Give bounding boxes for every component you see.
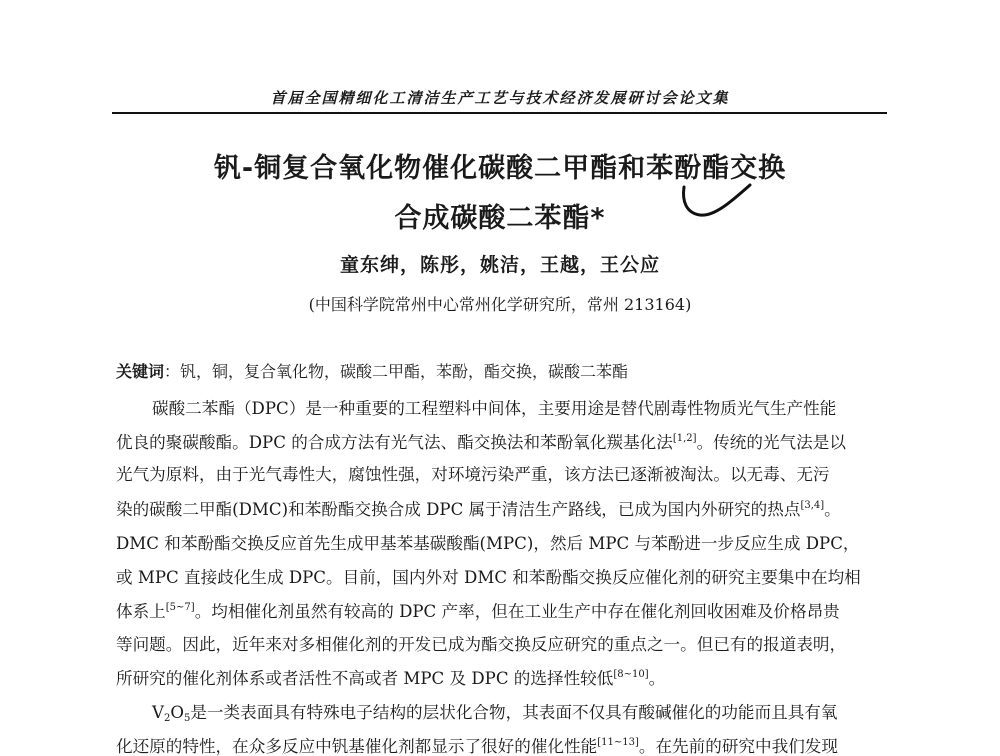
body-line: 化还原的特性，在众多反应中钒基催化剂都显示了很好的催化性能[11~13]。在先前的研究中我们发现 [116, 737, 838, 756]
body-line: 体系上[5~7]。均相催化剂虽然有较高的 DPC 产率，但在工业生产中存在催化剂回收困难及价格昂贵 [116, 602, 840, 621]
body-line: 染的碳酸二甲酯(DMC)和苯酚酯交换合成 DPC 属于清洁生产路线，已成为国内外研究的热点[3,4]。 [116, 500, 841, 519]
body-line: 光气为原料，由于光气毒性大，腐蚀性强，对环境污染严重，该方法已逐渐被淘汰。以无毒、无污 [116, 465, 830, 484]
paper-title-line-1: 钒-铜复合氧化物催化碳酸二甲酯和苯酚酯交换 [213, 153, 787, 184]
keywords-text: ：钒，铜，复合氧化物，碳酸二甲酯，苯酚，酯交换，碳酸二苯酯 [164, 362, 629, 381]
body-line: DMC 和苯酚酯交换反应首先生成甲基苯基碳酸酯(MPC)，然后 MPC 与苯酚进一步反应生成 DPC， [116, 534, 860, 553]
authors: 童东绅，陈彤，姚洁，王越，王公应 [339, 254, 660, 276]
citation: [5~7] [165, 602, 195, 613]
body-line: $V_2O_5$是一类表面具有特殊电子结构的层状化合物，其表面不仅具有酸碱催化的功能而且具有氧 [152, 703, 838, 724]
keywords [116, 359, 628, 382]
body-line: 等问题。因此，近年来对多相催化剂的开发已成为酯交换反应研究的重点之一。但已有的报道表明， [116, 635, 847, 654]
body-line: 或 MPC 直接歧化生成 DPC。目前，国内外对 DMC 和苯酚酯交换反应催化剂的研究主要集中在均相 [116, 568, 861, 587]
running-header: 首届全国精细化工清洁生产工艺与技术经济发展研讨会论文集 [270, 89, 730, 107]
handwritten-checkmark-icon [670, 175, 760, 235]
body-line: 优良的聚碳酸酯。DPC 的合成方法有光气法、酯交换法和苯酚氧化羰基化法[1,2]。传统的光气法是以 [116, 433, 846, 452]
citation: [11~13] [597, 737, 639, 748]
citation: [1,2] [672, 433, 697, 444]
keywords-label: 关键词 [116, 362, 165, 381]
header-rule [112, 112, 887, 114]
affiliation: (中国科学院常州中心常州化学研究所，常州 213164) [308, 295, 692, 314]
citation: [3,4] [800, 500, 825, 511]
citation: [8~10] [613, 669, 649, 680]
body-line: 碳酸二苯酯（DPC）是一种重要的工程塑料中间体，主要用途是替代剧毒性物质光气生产性能 [152, 399, 837, 418]
body-line: 所研究的催化剂体系或者活性不高或者 MPC 及 DPC 的选择性较低[8~10]。 [116, 669, 666, 688]
paper-title-line-2: 合成碳酸二苯酯* [394, 203, 606, 234]
